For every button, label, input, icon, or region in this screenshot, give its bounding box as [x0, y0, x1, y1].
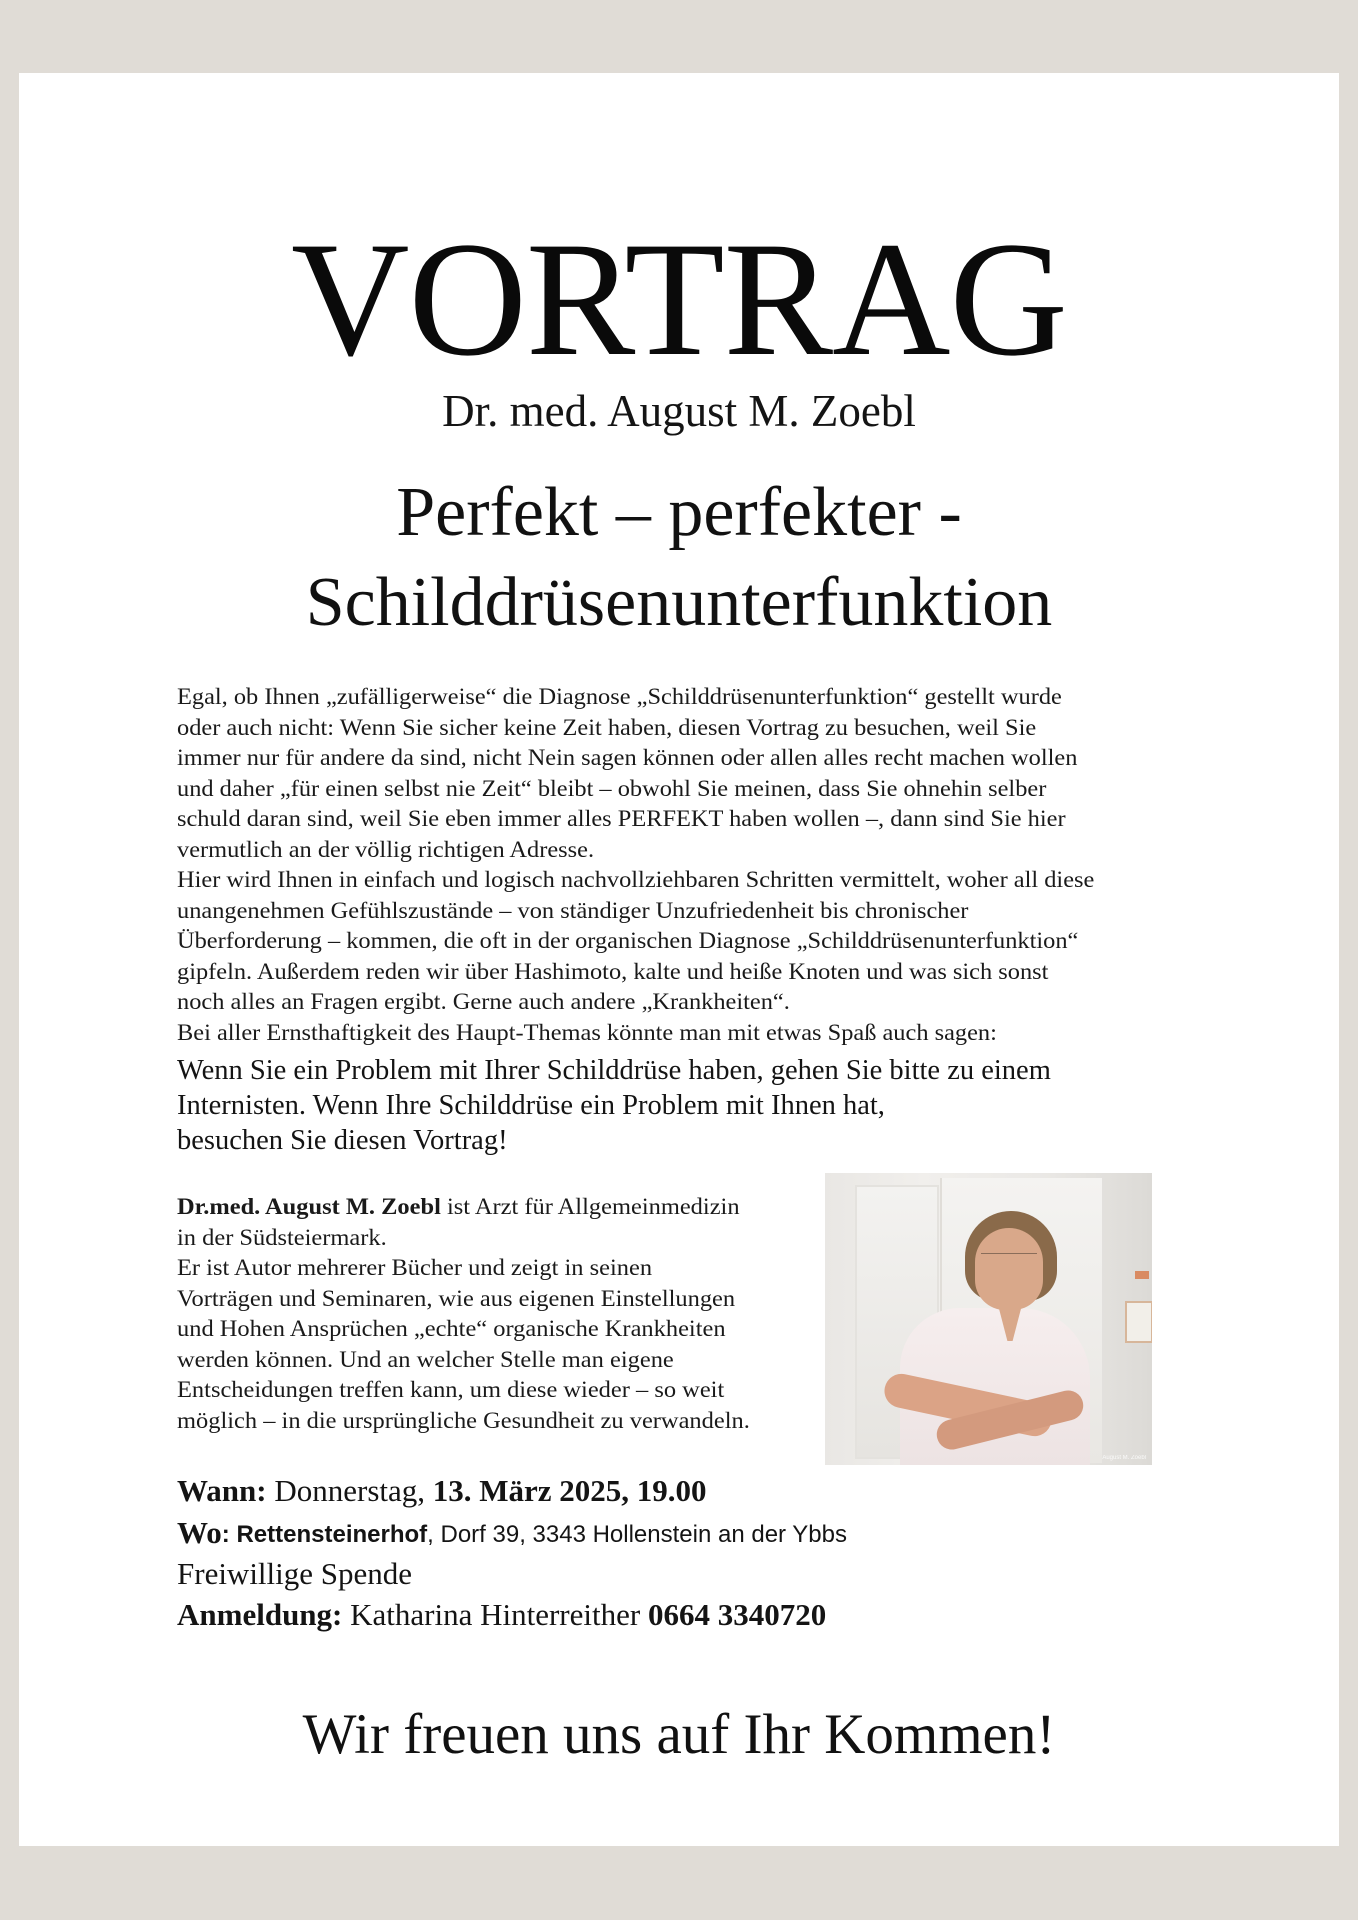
photo-wall-frame	[1125, 1301, 1152, 1343]
quote-line: besuchen Sie diesen Vortrag!	[177, 1125, 508, 1156]
registration-name: Katharina Hinterreither	[342, 1597, 648, 1632]
closing-line: Wir freuen uns auf Ihr Kommen!	[302, 1703, 1056, 1766]
bio-line-rest: ist Arzt für Allgemeinmedizin	[440, 1194, 740, 1220]
where-label: Wo	[177, 1515, 222, 1550]
topic-line-2: Schilddrüsenunterfunktion	[305, 564, 1053, 641]
intro-line: Überforderung – kommen, die oft in der organischen Diagnose „Schilddrüsenunterfunktion“	[177, 928, 1079, 953]
photo-watermark: August M. Zoebl	[1102, 1455, 1146, 1461]
intro-line: vermutlich an der völlig richtigen Adresse.	[177, 836, 595, 862]
topic-line-1: Perfekt – perfekter -	[396, 474, 962, 551]
intro-line: schuld daran sind, weil Sie eben immer alles PERFEKT haben wollen –, dann sind Sie hier	[177, 806, 1066, 831]
intro-line: Egal, ob Ihnen „zufälligerweise“ die Diagnose „Schilddrüsenunterfunktion“ gestellt wurde	[177, 684, 1062, 709]
photo-glasses	[981, 1253, 1037, 1264]
event-where	[177, 1517, 847, 1548]
bio-name: Dr.med. August M. Zoebl	[177, 1194, 441, 1220]
intro-line: Bei aller Ernsthaftigkeit des Haupt-Themas könnte man mit etwas Spaß auch sagen:	[177, 1019, 997, 1045]
where-venue: Rettensteinerhof	[229, 1521, 428, 1548]
bio-line: möglich – in die ursprüngliche Gesundheit zu verwandeln.	[177, 1407, 750, 1434]
intro-line: unangenehmen Gefühlszustände – von ständiger Unzufriedenheit bis chronischer	[177, 897, 969, 923]
intro-line: gipfeln. Außerdem reden wir über Hashimoto, kalte und heiße Knoten und was sich sonst	[177, 958, 1049, 984]
intro-line: und daher „für einen selbst nie Zeit“ bleibt – obwohl Sie meinen, dass Sie ohnehin selber	[177, 775, 1047, 801]
speaker-photo	[825, 1173, 1152, 1465]
bio-line	[177, 1196, 740, 1220]
bio-line: in der Südsteiermark.	[177, 1224, 387, 1251]
when-date: 13. März 2025, 19.00	[432, 1473, 707, 1508]
registration-phone: 0664 3340720	[647, 1597, 827, 1632]
bio-line: Entscheidungen treffen kann, um diese wieder – so weit	[177, 1377, 725, 1403]
when-label: Wann:	[177, 1473, 267, 1508]
poster-title: VORTRAG	[291, 209, 1067, 390]
registration-label: Anmeldung:	[177, 1597, 343, 1632]
where-colon: :	[221, 1521, 230, 1548]
event-when	[177, 1475, 707, 1506]
bio-line: Er ist Autor mehrerer Bücher und zeigt in seinen	[177, 1255, 653, 1281]
event-registration	[177, 1599, 826, 1630]
quote-line: Internisten. Wenn Ihre Schilddrüse ein Problem mit Ihnen hat,	[177, 1090, 885, 1121]
intro-line: Hier wird Ihnen in einfach und logisch nachvollziehbaren Schritten vermittelt, woher all diese	[177, 867, 1095, 892]
bio-line: Vorträgen und Seminaren, wie aus eigenen Einstellungen	[177, 1285, 736, 1312]
quote-line: Wenn Sie ein Problem mit Ihrer Schilddrüse haben, gehen Sie bitte zu einem	[177, 1055, 1051, 1086]
photo-face	[975, 1228, 1043, 1310]
when-day: Donnerstag,	[266, 1473, 433, 1508]
bio-line: werden können. Und an welcher Stelle man eigene	[177, 1346, 674, 1373]
intro-line: noch alles an Fragen ergibt. Gerne auch andere „Krankheiten“.	[177, 989, 790, 1014]
where-address: , Dorf 39, 3343 Hollenstein an der Ybbs	[427, 1521, 847, 1548]
event-fee: Freiwillige Spende	[177, 1556, 413, 1591]
bio-line: und Hohen Ansprüchen „echte“ organische Krankheiten	[177, 1316, 726, 1342]
speaker-name: Dr. med. August M. Zoebl	[442, 386, 916, 436]
intro-line: oder auch nicht: Wenn Sie sicher keine Zeit haben, diesen Vortrag zu besuchen, weil Sie	[177, 714, 1037, 740]
photo-wall-sign	[1135, 1271, 1149, 1279]
intro-line: immer nur für andere da sind, nicht Nein sagen können oder allen alles recht machen wollen	[177, 745, 1078, 770]
